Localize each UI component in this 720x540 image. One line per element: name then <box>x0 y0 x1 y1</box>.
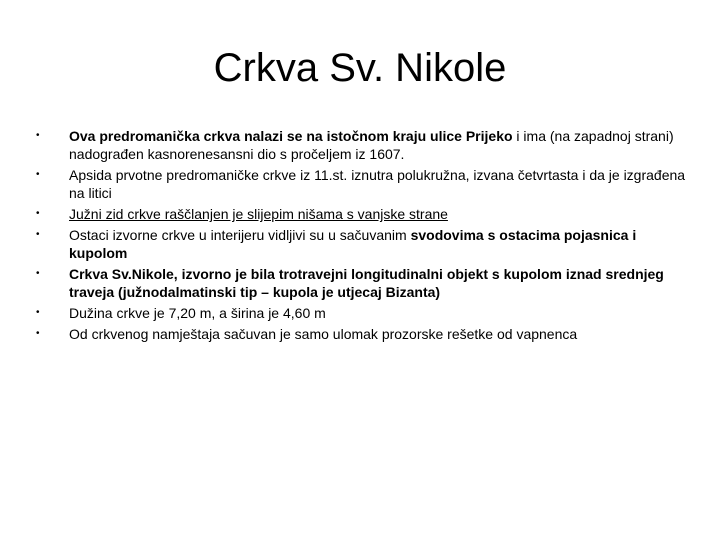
bullet-text: Ostaci izvorne crkve u interijeru vidljivi su u sačuvanim <box>69 227 411 243</box>
bullet-icon: • <box>36 268 40 279</box>
bullet-text-bold: svodovima s ostacima pojasnica i kupolom <box>69 227 637 261</box>
bullet-item <box>36 304 686 322</box>
bullet-text-bold: Crkva Sv.Nikole, izvorno je bila trotravejni longitudinalni objekt s kupolom iznad srednjeg traveja (južnodalmatinski tip – kupola je utjecaj Bizanta) <box>69 266 664 300</box>
bullet-icon: • <box>36 328 40 339</box>
bullet-text: i ima (na zapadnoj strani) nadograđen kasnorenesansni dio s pročeljem iz 1607. <box>69 128 674 162</box>
bullet-text: Od crkvenog namještaja sačuvan je samo ulomak prozorske rešetke od vapnenca <box>69 326 578 342</box>
bullet-icon: • <box>36 130 40 141</box>
bullet-text: Apsida prvotne predromaničke crkve iz 11.st. iznutra polukružna, izvana četvrtasta i da je izgrađena na litici <box>69 167 686 201</box>
bullet-icon: • <box>36 307 40 318</box>
bullet-text: Dužina crkve je 7,20 m, a širina je 4,60 m <box>69 305 326 321</box>
bullet-item <box>36 205 686 223</box>
bullet-list <box>36 127 686 346</box>
slide-title: Crkva Sv. Nikole <box>213 46 507 90</box>
bullet-text-underlined: Južni zid crkve raščlanjen je slijepim nišama s vanjske strane <box>69 206 448 222</box>
bullet-icon: • <box>36 208 40 219</box>
bullet-item <box>36 166 686 202</box>
bullet-item <box>36 265 686 301</box>
bullet-icon: • <box>36 229 40 240</box>
bullet-item <box>36 325 686 343</box>
bullet-text-bold: Ova predromanička crkva nalazi se na istočnom kraju ulice Prijeko <box>69 128 513 144</box>
bullet-item <box>36 226 686 262</box>
bullet-icon: • <box>36 169 40 180</box>
bullet-item <box>36 127 686 163</box>
